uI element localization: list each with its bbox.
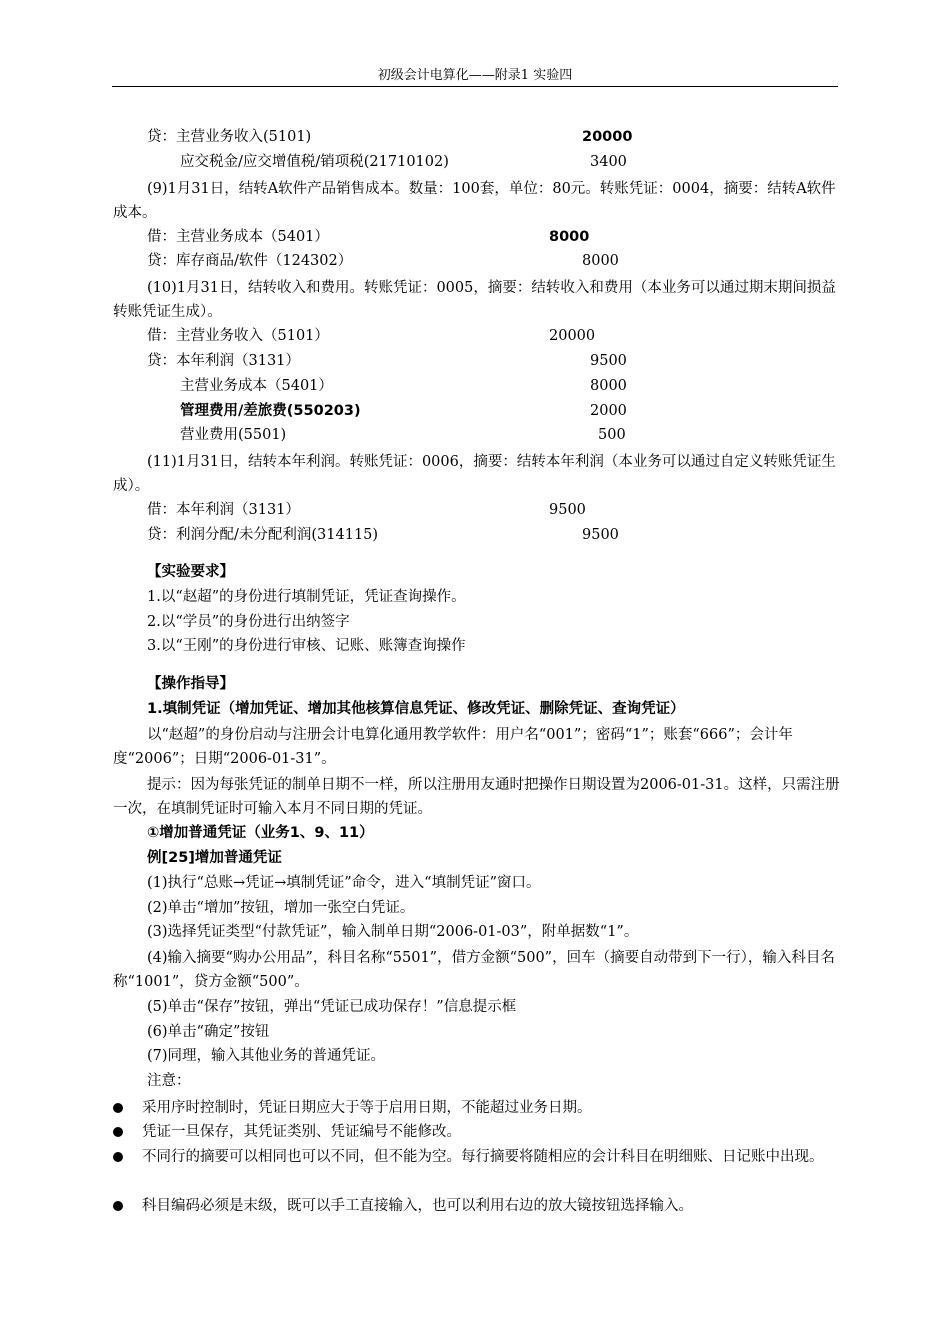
entry-line: 贷：本年利润（3131） [147,353,300,369]
note-item: 凭证一旦保存，其凭证类别、凭证编号不能修改。 [142,1124,461,1140]
step-item: (4)输入摘要“购办公用品”，科目名称“5501”，借方金额“500”，回车（摘要自动带到下一行），输入科目名称“1001”，贷方金额“500”。 [113,950,835,990]
entry-line: 借：本年利润（3131） [147,502,300,518]
step-item: (1)执行“总账→凭证→填制凭证”命令，进入“填制凭证”窗口。 [147,875,541,891]
note-item: 不同行的摘要可以相同也可以不同，但不能为空。每行摘要将随相应的会计科目在明细账、日记账中出现。 [142,1149,824,1165]
entry-description: (11)1月31日，结转本年利润。转账凭证：0006，摘要：结转本年利润（本业务可以通过自定义转账凭证生成）。 [113,454,836,494]
section-title: 【操作指导】 [147,676,234,692]
note-label: 注意： [147,1073,191,1089]
requirement-item: 1.以“赵超”的身份进行填制凭证，凭证查询操作。 [147,589,466,605]
entry-line: 主营业务成本（5401） [180,378,333,394]
entry-line: 贷：主营业务收入(5101) [147,129,312,145]
entry-amount: 9500 [582,527,619,543]
entry-amount: 2000 [590,403,627,419]
requirement-item: 2.以“学员”的身份进行出纳签字 [147,614,350,630]
step-item: (6)单击“确定”按钮 [147,1024,270,1040]
entry-amount: 500 [598,427,626,443]
entry-amount: 20000 [582,129,633,145]
entry-amount: 8000 [590,378,627,394]
entry-line: 应交税金/应交增值税/销项税(21710102) [180,154,449,170]
guide-paragraph: 以“赵超”的身份启动与注册会计电算化通用教学软件：用户名“001”；密码“1”；账套“666”；会计年度“2006”；日期“2006-01-31”。 [113,727,793,767]
guide-paragraph: 提示：因为每张凭证的制单日期不一样，所以注册用友通时把操作日期设置为2006-01-31。这样，只需注册一次，在填制凭证时可输入本月不同日期的凭证。 [113,777,840,817]
bullet-icon [113,1103,123,1113]
note-item: 科目编码必须是末级，既可以手工直接输入，也可以利用右边的放大镜按钮选择输入。 [142,1198,693,1214]
entry-amount: 20000 [549,328,596,344]
note-item: 采用序时控制时，凭证日期应大于等于启用日期，不能超过业务日期。 [142,1100,592,1116]
step-item: (5)单击“保存”按钮，弹出“凭证已成功保存！”信息提示框 [147,999,517,1015]
entry-line: 营业费用(5501) [180,427,287,443]
example-title: 例[25]增加普通凭证 [147,850,282,866]
bullet-icon [113,1152,123,1162]
entry-amount: 9500 [590,353,627,369]
entry-line: 贷：利润分配/未分配利润(314115) [147,527,379,543]
step-item: (3)选择凭证类型“付款凭证”，输入制单日期“2006-01-03”，附单据数“1”。 [147,924,639,940]
entry-description: (10)1月31日，结转收入和费用。转账凭证：0005，摘要：结转收入和费用（本业务可以通过期末期间损益转账凭证生成）。 [113,280,836,320]
entry-line: 借：主营业务成本（5401） [147,229,329,245]
entry-amount: 9500 [549,502,586,518]
step-item: (7)同理，输入其他业务的普通凭证。 [147,1048,386,1064]
requirement-item: 3.以“王刚”的身份进行审核、记账、账簿查询操作 [147,638,466,654]
bullet-icon [113,1201,123,1211]
subsection-title: ①增加普通凭证（业务1、9、11） [147,825,374,841]
step-item: (2)单击“增加”按钮，增加一张空白凭证。 [147,900,415,916]
entry-line: 管理费用/差旅费(550203) [180,403,361,419]
bullet-icon [113,1127,123,1137]
subsection-title: 1.填制凭证（增加凭证、增加其他核算信息凭证、修改凭证、删除凭证、查询凭证） [147,701,685,717]
entry-amount: 8000 [549,229,590,245]
section-title: 【实验要求】 [147,564,234,580]
entry-line: 借：主营业务收入（5101） [147,328,329,344]
page-header: 初级会计电算化——附录1 实验四 [112,66,838,87]
entry-line: 贷：库存商品/软件（124302） [147,253,353,269]
entry-amount: 3400 [590,154,627,170]
entry-description: (9)1月31日，结转A软件产品销售成本。数量：100套，单位：80元。转账凭证：0004，摘要：结转A软件成本。 [113,181,836,221]
entry-amount: 8000 [582,253,619,269]
